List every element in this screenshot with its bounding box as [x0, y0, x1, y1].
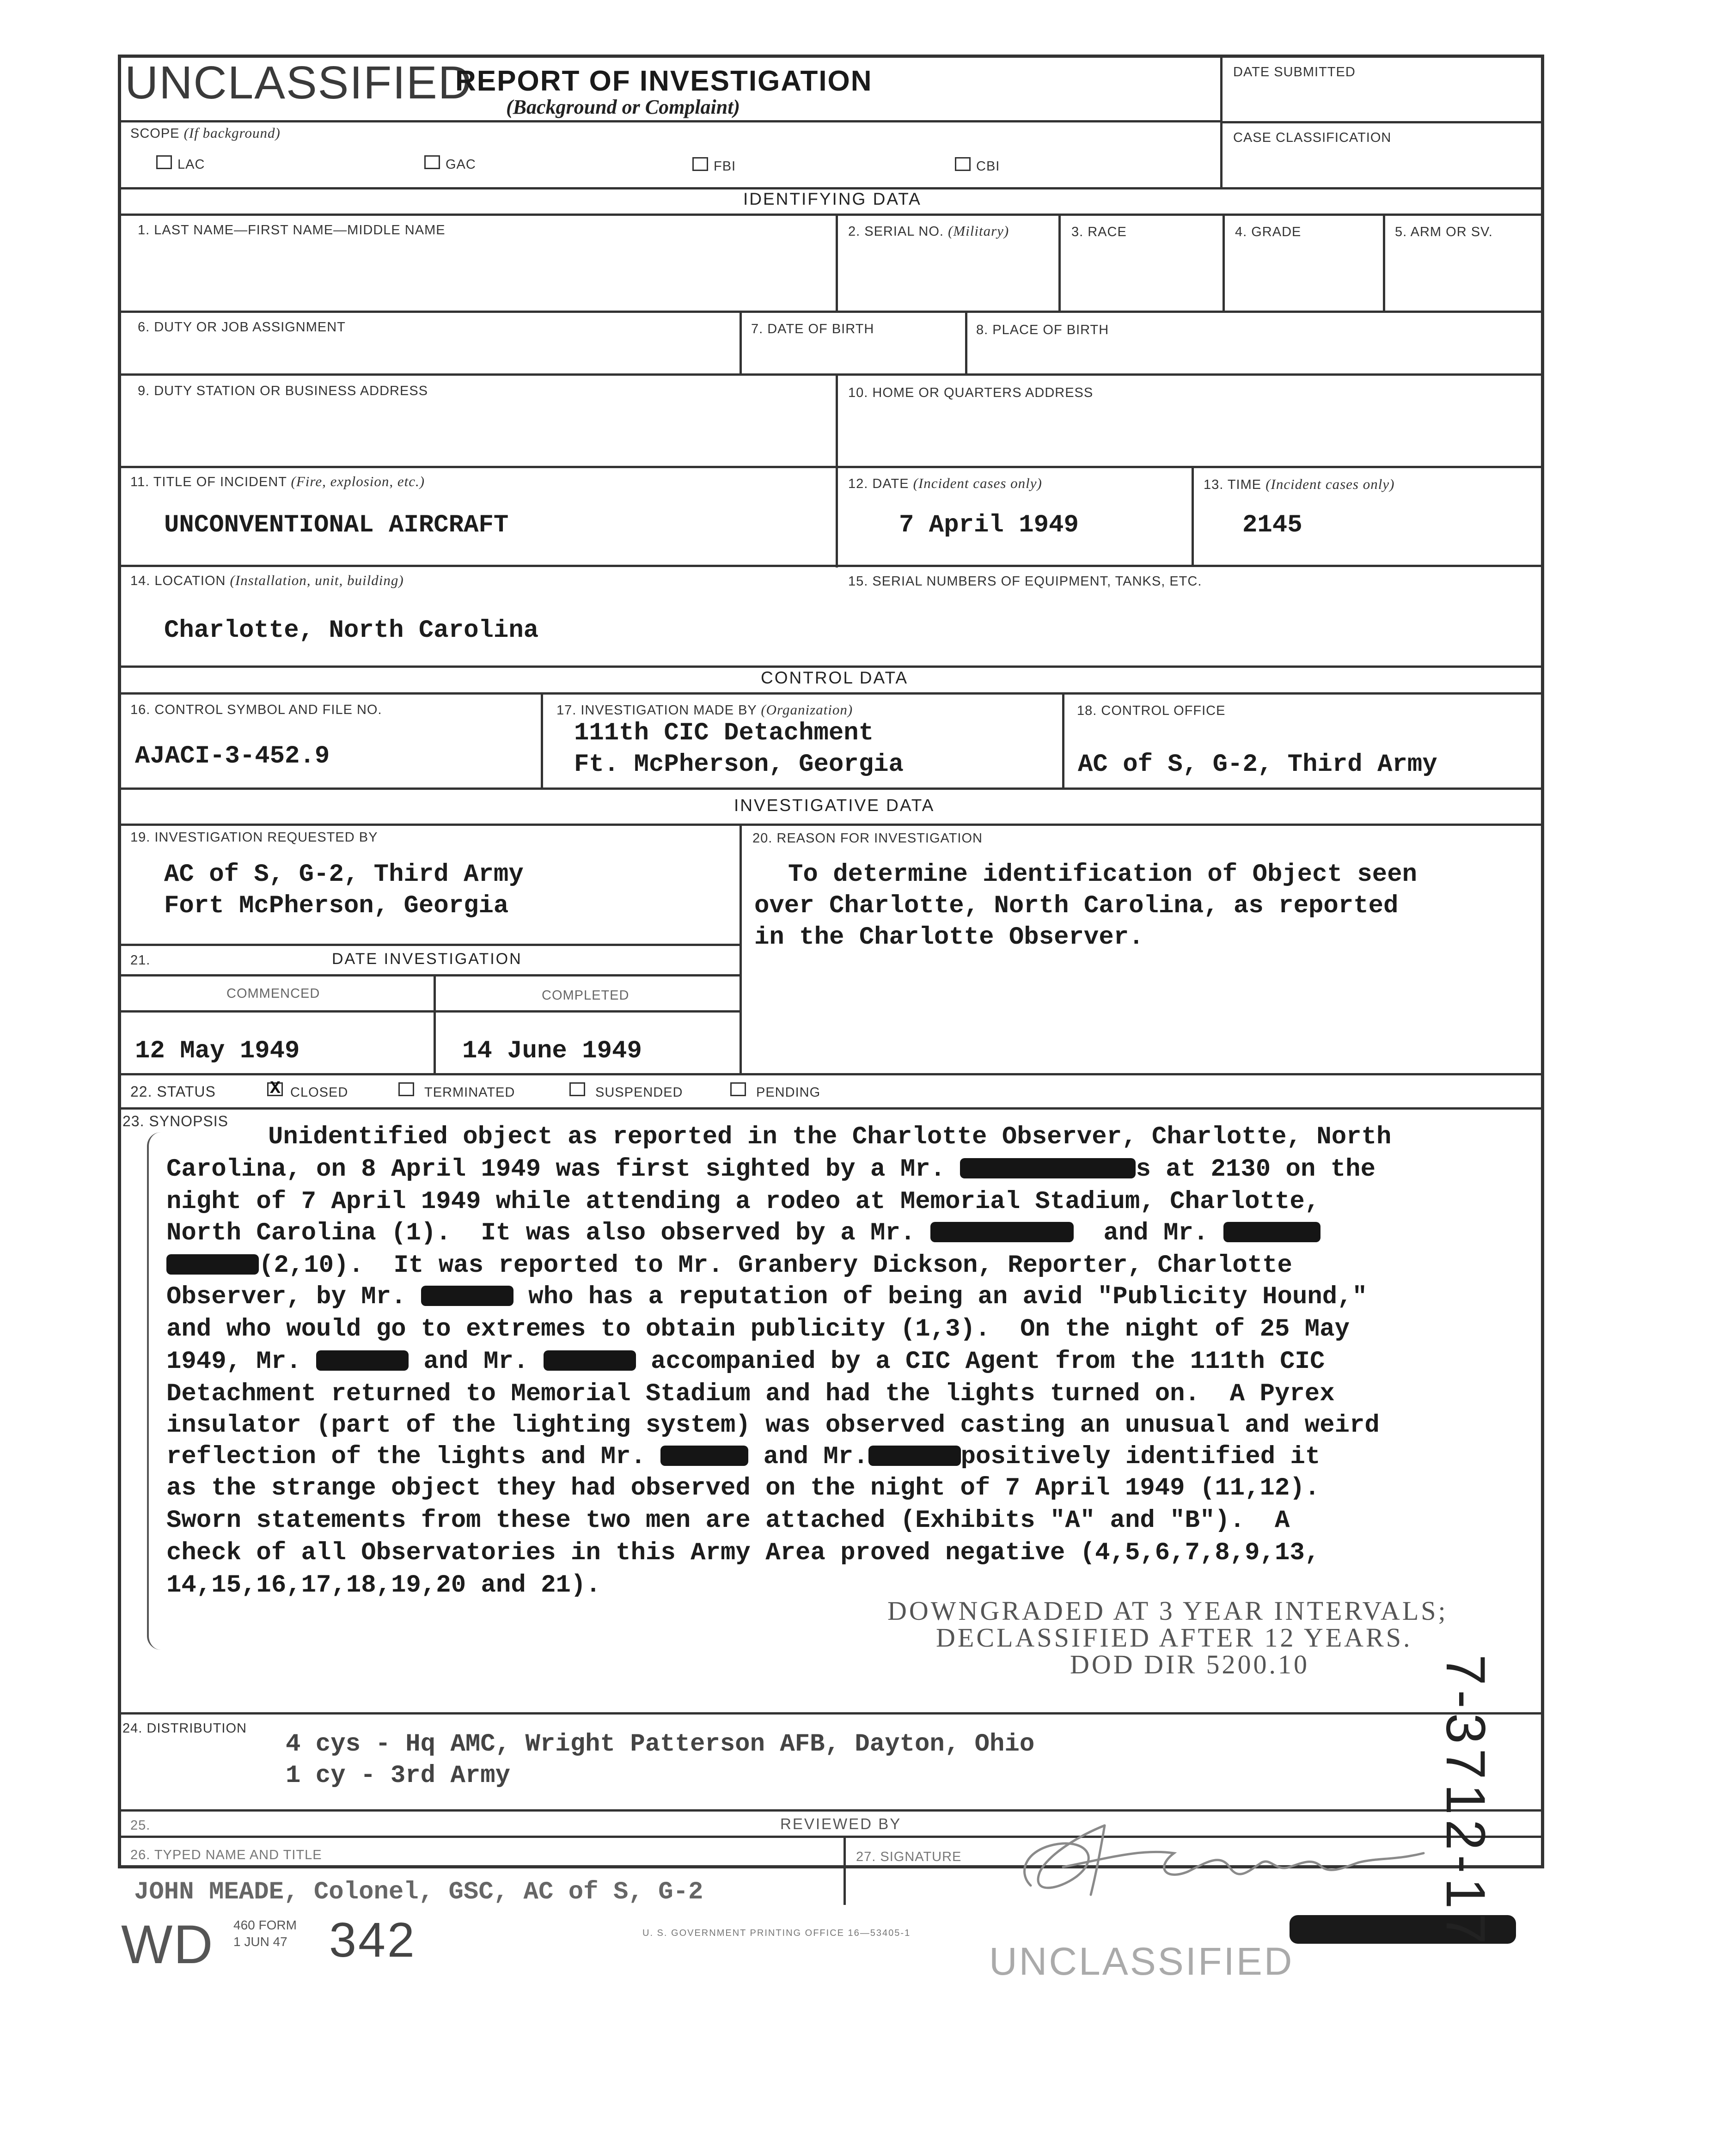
date-investigation-label: DATE INVESTIGATION: [332, 950, 522, 968]
title-of-incident-value: UNCONVENTIONAL AIRCRAFT: [164, 511, 509, 539]
status-suspended-label: SUSPENDED: [595, 1085, 683, 1100]
completed-label: COMPLETED: [542, 988, 630, 1003]
downgrade-stamp-line-3: DOD DIR 5200.10: [1070, 1649, 1310, 1679]
scope-lac-checkbox[interactable]: [156, 155, 172, 169]
control-office-value: AC of S, G-2, Third Army: [1078, 751, 1437, 779]
field-8-label: 8. PLACE OF BIRTH: [976, 323, 1109, 337]
field-16-label: 16. CONTROL SYMBOL AND FILE NO.: [130, 702, 382, 717]
field-25-label: 25.: [130, 1818, 151, 1833]
distribution-line-1: 4 cys - Hq AMC, Wright Patterson AFB, Dayton, Ohio: [286, 1730, 1035, 1758]
reason-line-3: in the Charlotte Observer.: [754, 923, 1144, 952]
scope-gac-label: GAC: [446, 157, 476, 172]
reviewed-by-label: REVIEWED BY: [780, 1815, 902, 1832]
redaction-bar: [316, 1350, 409, 1371]
downgrade-stamp-line-2: DECLASSIFIED AFTER 12 YEARS.: [936, 1623, 1412, 1653]
field-15-label: 15. SERIAL NUMBERS OF EQUIPMENT, TANKS, ETC.: [848, 574, 1202, 589]
field-19-label: 19. INVESTIGATION REQUESTED BY: [130, 830, 378, 845]
synopsis-line-6: Observer, by Mr. who has a reputation of being an avid "Publicity Hound,": [166, 1283, 1367, 1311]
investigative-data-heading: INVESTIGATIVE DATA: [734, 796, 935, 815]
synopsis-line-3: night of 7 April 1949 while attending a rodeo at Memorial Stadium, Charlotte,: [166, 1188, 1320, 1216]
signature: [989, 1816, 1479, 1909]
field-20-label: 20. REASON FOR INVESTIGATION: [752, 831, 983, 846]
field-26-label: 26. TYPED NAME AND TITLE: [130, 1848, 322, 1862]
scope-cbi-label: CBI: [976, 159, 1000, 174]
form-small-text-1: 460 FORM: [233, 1918, 297, 1932]
field-4-label: 4. GRADE: [1235, 225, 1302, 239]
synopsis-line-2: Carolina, on 8 April 1949 was first sighted by a Mr. s at 2130 on the: [166, 1155, 1375, 1184]
status-closed-check-mark: X: [270, 1079, 281, 1098]
redaction-bar: [1223, 1222, 1320, 1242]
redaction-bar: [166, 1254, 259, 1275]
field-18-label: 18. CONTROL OFFICE: [1077, 703, 1226, 718]
status-pending-label: PENDING: [756, 1085, 821, 1100]
synopsis-line-7: and who would go to extremes to obtain publicity (1,3). On the night of 25 May: [166, 1315, 1350, 1343]
synopsis-label: 23. SYNOPSIS: [122, 1113, 228, 1129]
completed-value: 14 June 1949: [462, 1037, 642, 1065]
scope-fbi-label: FBI: [714, 159, 736, 174]
field-11-label: 11. TITLE OF INCIDENT (Fire, explosion, etc.): [130, 473, 425, 489]
field-6-label: 6. DUTY OR JOB ASSIGNMENT: [138, 320, 346, 335]
commenced-label: COMMENCED: [226, 986, 320, 1001]
field-1-label: 1. LAST NAME—FIRST NAME—MIDDLE NAME: [138, 223, 446, 238]
form-subtitle: (Background or Complaint): [506, 96, 740, 118]
status-closed-label: CLOSED: [290, 1085, 348, 1100]
synopsis-line-15: 14,15,16,17,18,19,20 and 21).: [166, 1571, 601, 1599]
field-12-label: 12. DATE (Incident cases only): [848, 475, 1042, 491]
status-label: 22. STATUS: [130, 1083, 216, 1100]
scope-lac-label: LAC: [177, 157, 205, 172]
made-by-line-2: Ft. McPherson, Georgia: [574, 751, 904, 779]
printing-office-note: U. S. GOVERNMENT PRINTING OFFICE 16—53405-1: [642, 1928, 911, 1938]
field-21-label: 21.: [130, 953, 151, 968]
field-27-label: 27. SIGNATURE: [856, 1849, 962, 1864]
field-3-label: 3. RACE: [1071, 225, 1127, 239]
field-2-label: 2. SERIAL NO. (Military): [848, 223, 1009, 239]
reason-line-1: To determine identification of Object seen: [788, 860, 1418, 889]
synopsis-line-9: Detachment returned to Memorial Stadium and had the lights turned on. A Pyrex: [166, 1380, 1335, 1408]
requested-by-line-1: AC of S, G-2, Third Army: [164, 860, 524, 889]
scope-gac-checkbox[interactable]: [424, 155, 440, 169]
synopsis-line-13: Sworn statements from these two men are attached (Exhibits "A" and "B"). A: [166, 1507, 1290, 1535]
redaction-bar: [960, 1158, 1136, 1178]
field-13-label: 13. TIME (Incident cases only): [1204, 476, 1395, 492]
typed-name-value: JOHN MEADE, Colonel, GSC, AC of S, G-2: [134, 1878, 703, 1906]
redaction-bar: [868, 1446, 961, 1466]
field-7-label: 7. DATE OF BIRTH: [751, 322, 874, 336]
redaction-bar: [930, 1222, 1074, 1242]
reason-line-2: over Charlotte, North Carolina, as reported: [754, 892, 1399, 920]
synopsis-line-5: (2,10). It was reported to Mr. Granbery Dickson, Reporter, Charlotte: [166, 1251, 1292, 1280]
field-17-label: 17. INVESTIGATION MADE BY (Organization): [556, 702, 853, 718]
commenced-value: 12 May 1949: [135, 1037, 300, 1065]
synopsis-line-12: as the strange object they had observed on the night of 7 April 1949 (11,12).: [166, 1474, 1320, 1502]
incident-date-value: 7 April 1949: [899, 511, 1079, 539]
status-pending-checkbox[interactable]: [730, 1082, 746, 1096]
incident-time-value: 2145: [1242, 511, 1302, 539]
redaction-bar: [544, 1350, 636, 1371]
field-14-label: 14. LOCATION (Installation, unit, building): [130, 572, 404, 588]
control-data-heading: CONTROL DATA: [761, 668, 908, 687]
form-small-text-2: 1 JUN 47: [233, 1935, 287, 1949]
downgrade-stamp-line-1: DOWNGRADED AT 3 YEAR INTERVALS;: [887, 1596, 1448, 1626]
distribution-line-2: 1 cy - 3rd Army: [286, 1762, 511, 1790]
synopsis-bracket: [147, 1132, 167, 1650]
form-prefix: WD: [121, 1914, 214, 1975]
classification-stamp-top: UNCLASSIFIED: [125, 57, 472, 109]
margin-handwritten-number: 7-3712-17: [1435, 1654, 1497, 1949]
location-value: Charlotte, North Carolina: [164, 616, 539, 645]
classification-stamp-bottom: UNCLASSIFIED: [989, 1940, 1294, 1983]
synopsis-line-4: North Carolina (1). It was also observed by a Mr. and Mr.: [166, 1219, 1320, 1247]
synopsis-line-10: insulator (part of the lighting system) was observed casting an unusual and weird: [166, 1411, 1380, 1440]
identifying-data-heading: IDENTIFYING DATA: [743, 189, 922, 208]
redaction-bar: [421, 1286, 513, 1306]
scope-label: SCOPE (If background): [130, 125, 281, 141]
requested-by-line-2: Fort McPherson, Georgia: [164, 892, 509, 920]
field-10-label: 10. HOME OR QUARTERS ADDRESS: [848, 385, 1094, 400]
case-classification-label: CASE CLASSIFICATION: [1233, 130, 1392, 145]
scope-cbi-checkbox[interactable]: [955, 157, 971, 171]
status-terminated-label: TERMINATED: [424, 1085, 515, 1100]
synopsis-line-14: check of all Observatories in this Army Area proved negative (4,5,6,7,8,9,13,: [166, 1539, 1320, 1567]
synopsis-line-1: Unidentified object as reported in the Charlotte Observer, Charlotte, North: [268, 1123, 1392, 1151]
field-5-label: 5. ARM OR SV.: [1395, 225, 1493, 239]
form-number: 342: [329, 1913, 416, 1967]
synopsis-line-8: 1949, Mr. and Mr. accompanied by a CIC Agent from the 111th CIC: [166, 1348, 1325, 1376]
field-9-label: 9. DUTY STATION OR BUSINESS ADDRESS: [138, 384, 428, 398]
made-by-line-1: 111th CIC Detachment: [574, 719, 874, 747]
status-terminated-checkbox[interactable]: [398, 1082, 414, 1096]
synopsis-line-11: reflection of the lights and Mr. and Mr. positively identified it: [166, 1443, 1320, 1471]
form-title: REPORT OF INVESTIGATION: [455, 65, 873, 97]
redaction-bar: [660, 1446, 748, 1466]
status-suspended-checkbox[interactable]: [569, 1082, 585, 1096]
scope-fbi-checkbox[interactable]: [692, 157, 708, 171]
distribution-label: 24. DISTRIBUTION: [122, 1721, 247, 1736]
control-symbol-value: AJACI-3-452.9: [135, 742, 330, 770]
date-submitted-label: DATE SUBMITTED: [1233, 65, 1356, 79]
